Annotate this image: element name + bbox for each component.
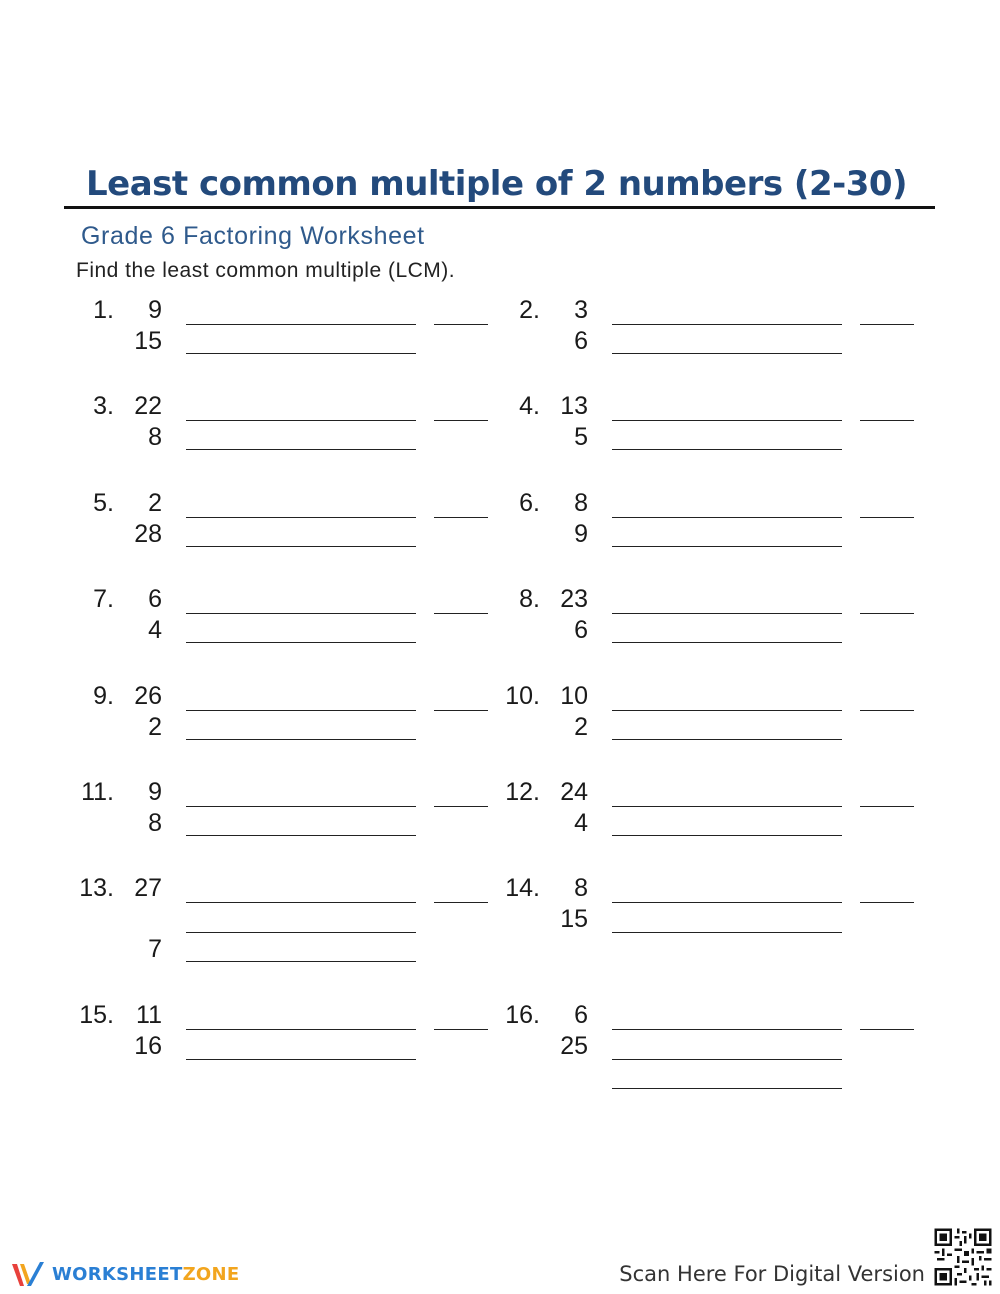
work-line[interactable]	[186, 517, 416, 518]
answer-line[interactable]	[434, 902, 488, 903]
first-number: 2	[148, 489, 162, 517]
worksheet-zone-logo-icon	[10, 1258, 46, 1290]
second-number: 15	[134, 327, 162, 355]
brand-name-secondary: ZONE	[182, 1263, 240, 1285]
second-number: 6	[574, 616, 588, 644]
second-number: 15	[560, 905, 588, 933]
answer-line[interactable]	[860, 806, 914, 807]
second-number: 8	[148, 423, 162, 451]
second-number: 28	[134, 520, 162, 548]
answer-line[interactable]	[860, 420, 914, 421]
second-number: 2	[148, 713, 162, 741]
problem-number: 8.	[519, 585, 540, 613]
problem-13	[78, 874, 508, 994]
first-number: 24	[560, 778, 588, 806]
first-number: 11	[136, 1001, 162, 1029]
second-number: 9	[574, 520, 588, 548]
scan-instruction: Scan Here For Digital Version	[619, 1262, 925, 1286]
work-line[interactable]	[186, 710, 416, 711]
problem-number: 1.	[93, 296, 114, 324]
work-line[interactable]	[186, 420, 416, 421]
answer-line[interactable]	[860, 324, 914, 325]
qr-code-icon[interactable]	[932, 1226, 994, 1288]
second-number: 7	[148, 935, 162, 963]
work-line[interactable]	[186, 932, 416, 933]
problem-16	[504, 1001, 934, 1121]
work-line[interactable]	[612, 546, 842, 547]
work-line[interactable]	[612, 449, 842, 450]
worksheet-title: Least common multiple of 2 numbers (2-30)	[86, 164, 908, 204]
work-line[interactable]	[186, 835, 416, 836]
first-number: 22	[134, 392, 162, 420]
brand-logo[interactable]	[10, 1256, 240, 1292]
work-line[interactable]	[612, 324, 842, 325]
work-line[interactable]	[186, 806, 416, 807]
problem-14	[504, 874, 934, 994]
answer-line[interactable]	[860, 517, 914, 518]
work-line[interactable]	[612, 642, 842, 643]
answer-line[interactable]	[860, 710, 914, 711]
first-number: 26	[134, 682, 162, 710]
problem-number: 5.	[93, 489, 114, 517]
answer-line[interactable]	[860, 1029, 914, 1030]
problem-number: 16.	[505, 1001, 540, 1029]
first-number: 6	[148, 585, 162, 613]
answer-line[interactable]	[434, 613, 488, 614]
title-divider	[64, 206, 935, 209]
work-line[interactable]	[612, 1088, 842, 1089]
worksheet-subtitle: Grade 6 Factoring Worksheet	[81, 222, 425, 250]
problem-number: 6.	[519, 489, 540, 517]
work-line[interactable]	[612, 613, 842, 614]
work-line[interactable]	[612, 739, 842, 740]
problem-number: 12.	[505, 778, 540, 806]
first-number: 27	[134, 874, 162, 902]
work-line[interactable]	[186, 961, 416, 962]
second-number: 6	[574, 327, 588, 355]
work-line[interactable]	[186, 613, 416, 614]
problem-15	[78, 1001, 508, 1121]
first-number: 6	[574, 1001, 588, 1029]
second-number: 2	[574, 713, 588, 741]
work-line[interactable]	[186, 1029, 416, 1030]
problem-number: 9.	[93, 682, 114, 710]
problem-number: 2.	[519, 296, 540, 324]
problem-number: 4.	[519, 392, 540, 420]
answer-line[interactable]	[860, 613, 914, 614]
second-number: 4	[574, 809, 588, 837]
work-line[interactable]	[186, 353, 416, 354]
first-number: 3	[574, 296, 588, 324]
work-line[interactable]	[612, 1029, 842, 1030]
answer-line[interactable]	[434, 517, 488, 518]
answer-line[interactable]	[434, 324, 488, 325]
second-number: 25	[560, 1032, 588, 1060]
first-number: 8	[574, 489, 588, 517]
first-number: 23	[560, 585, 588, 613]
work-line[interactable]	[612, 710, 842, 711]
work-line[interactable]	[612, 835, 842, 836]
second-number: 8	[148, 809, 162, 837]
answer-line[interactable]	[434, 806, 488, 807]
work-line[interactable]	[612, 932, 842, 933]
second-number: 4	[148, 616, 162, 644]
problem-number: 11.	[81, 778, 114, 806]
problem-number: 10.	[505, 682, 540, 710]
first-number: 10	[560, 682, 588, 710]
second-number: 5	[574, 423, 588, 451]
first-number: 9	[148, 296, 162, 324]
brand-name-primary: WORKSHEET	[52, 1263, 183, 1285]
work-line[interactable]	[612, 517, 842, 518]
answer-line[interactable]	[434, 1029, 488, 1030]
answer-line[interactable]	[860, 902, 914, 903]
answer-line[interactable]	[434, 420, 488, 421]
first-number: 13	[560, 392, 588, 420]
work-line[interactable]	[186, 902, 416, 903]
work-line[interactable]	[186, 546, 416, 547]
worksheet-instructions: Find the least common multiple (LCM).	[76, 259, 456, 282]
work-line[interactable]	[186, 739, 416, 740]
work-line[interactable]	[186, 449, 416, 450]
work-line[interactable]	[186, 1059, 416, 1060]
problem-number: 13.	[79, 874, 114, 902]
work-line[interactable]	[186, 642, 416, 643]
problem-number: 3.	[93, 392, 114, 420]
work-line[interactable]	[612, 353, 842, 354]
problem-number: 15.	[79, 1001, 114, 1029]
work-line[interactable]	[612, 1059, 842, 1060]
work-line[interactable]	[612, 902, 842, 903]
problem-number: 14.	[505, 874, 540, 902]
second-number: 16	[134, 1032, 162, 1060]
first-number: 9	[148, 778, 162, 806]
problem-number: 7.	[93, 585, 114, 613]
work-line[interactable]	[612, 806, 842, 807]
work-line[interactable]	[186, 324, 416, 325]
answer-line[interactable]	[434, 710, 488, 711]
work-line[interactable]	[612, 420, 842, 421]
first-number: 8	[574, 874, 588, 902]
